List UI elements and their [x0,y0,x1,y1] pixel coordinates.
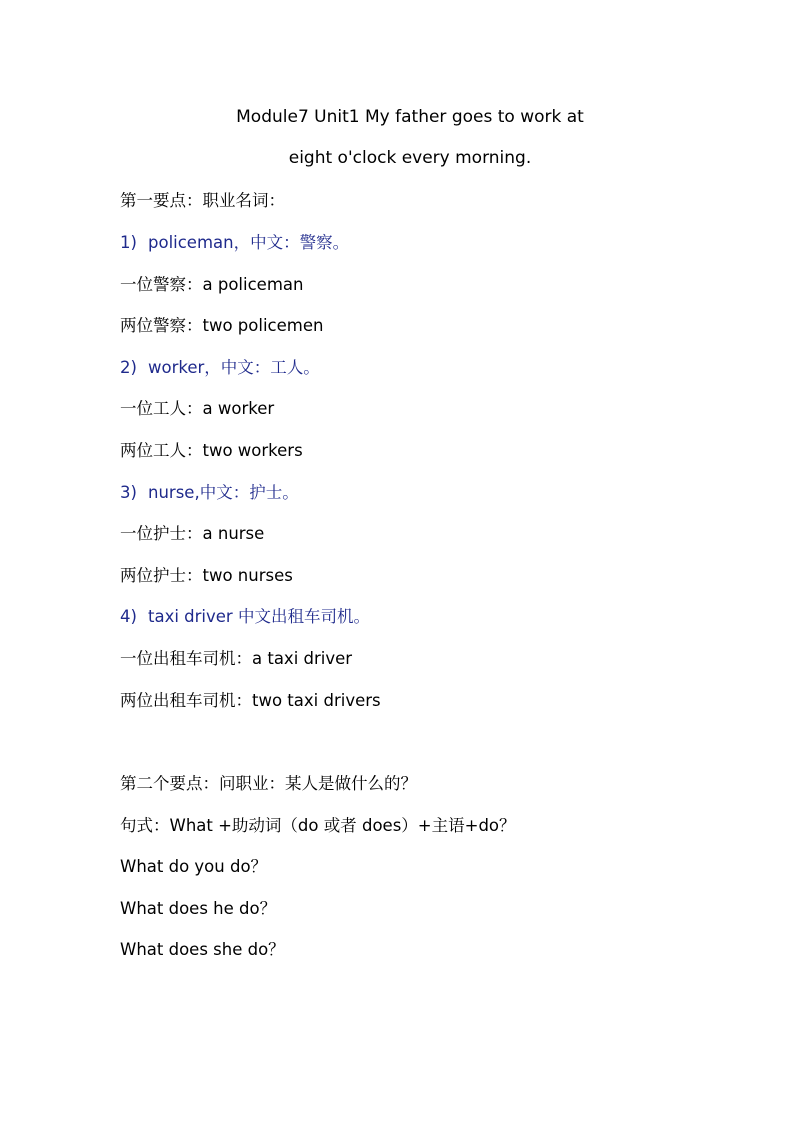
list-item-term [120,482,299,504]
sentence-pattern: 句式：What +助动词（do 或者 does）+主语+do？ [120,816,516,835]
section-1-heading: 第一要点：职业名词： [120,191,285,210]
term-text: worker，中文：工人。 [148,358,320,377]
list-item-term [120,606,370,628]
list-number: 1) [120,233,137,252]
example-question: What do you do？ [120,857,268,876]
term-text: policeman，中文：警察。 [148,233,350,252]
plural-example: 两位出租车司机：two taxi drivers [120,691,381,710]
title-line-1: Module7 Unit1 My father goes to work at [236,107,584,127]
term-text: taxi driver 中文出租车司机。 [148,607,370,626]
term-text: nurse,中文：护士。 [148,483,299,502]
plural-example: 两位警察：two policemen [120,316,324,335]
plural-example: 两位护士：two nurses [120,566,293,585]
list-number: 2) [120,358,137,377]
singular-example: 一位警察：a policeman [120,275,304,294]
singular-example: 一位护士：a nurse [120,524,265,543]
singular-example: 一位工人：a worker [120,399,275,418]
list-number: 3) [120,483,137,502]
list-number: 4) [120,607,137,626]
title-line-2: eight o'clock every morning. [288,148,532,168]
example-question: What does he do？ [120,899,277,918]
list-item-term [120,232,349,254]
singular-example: 一位出租车司机：a taxi driver [120,649,353,668]
plural-example: 两位工人：two workers [120,441,303,460]
example-question: What does she do？ [120,940,285,959]
section-2-heading: 第二个要点：问职业：某人是做什么的？ [120,774,417,793]
list-item-term [120,357,320,379]
